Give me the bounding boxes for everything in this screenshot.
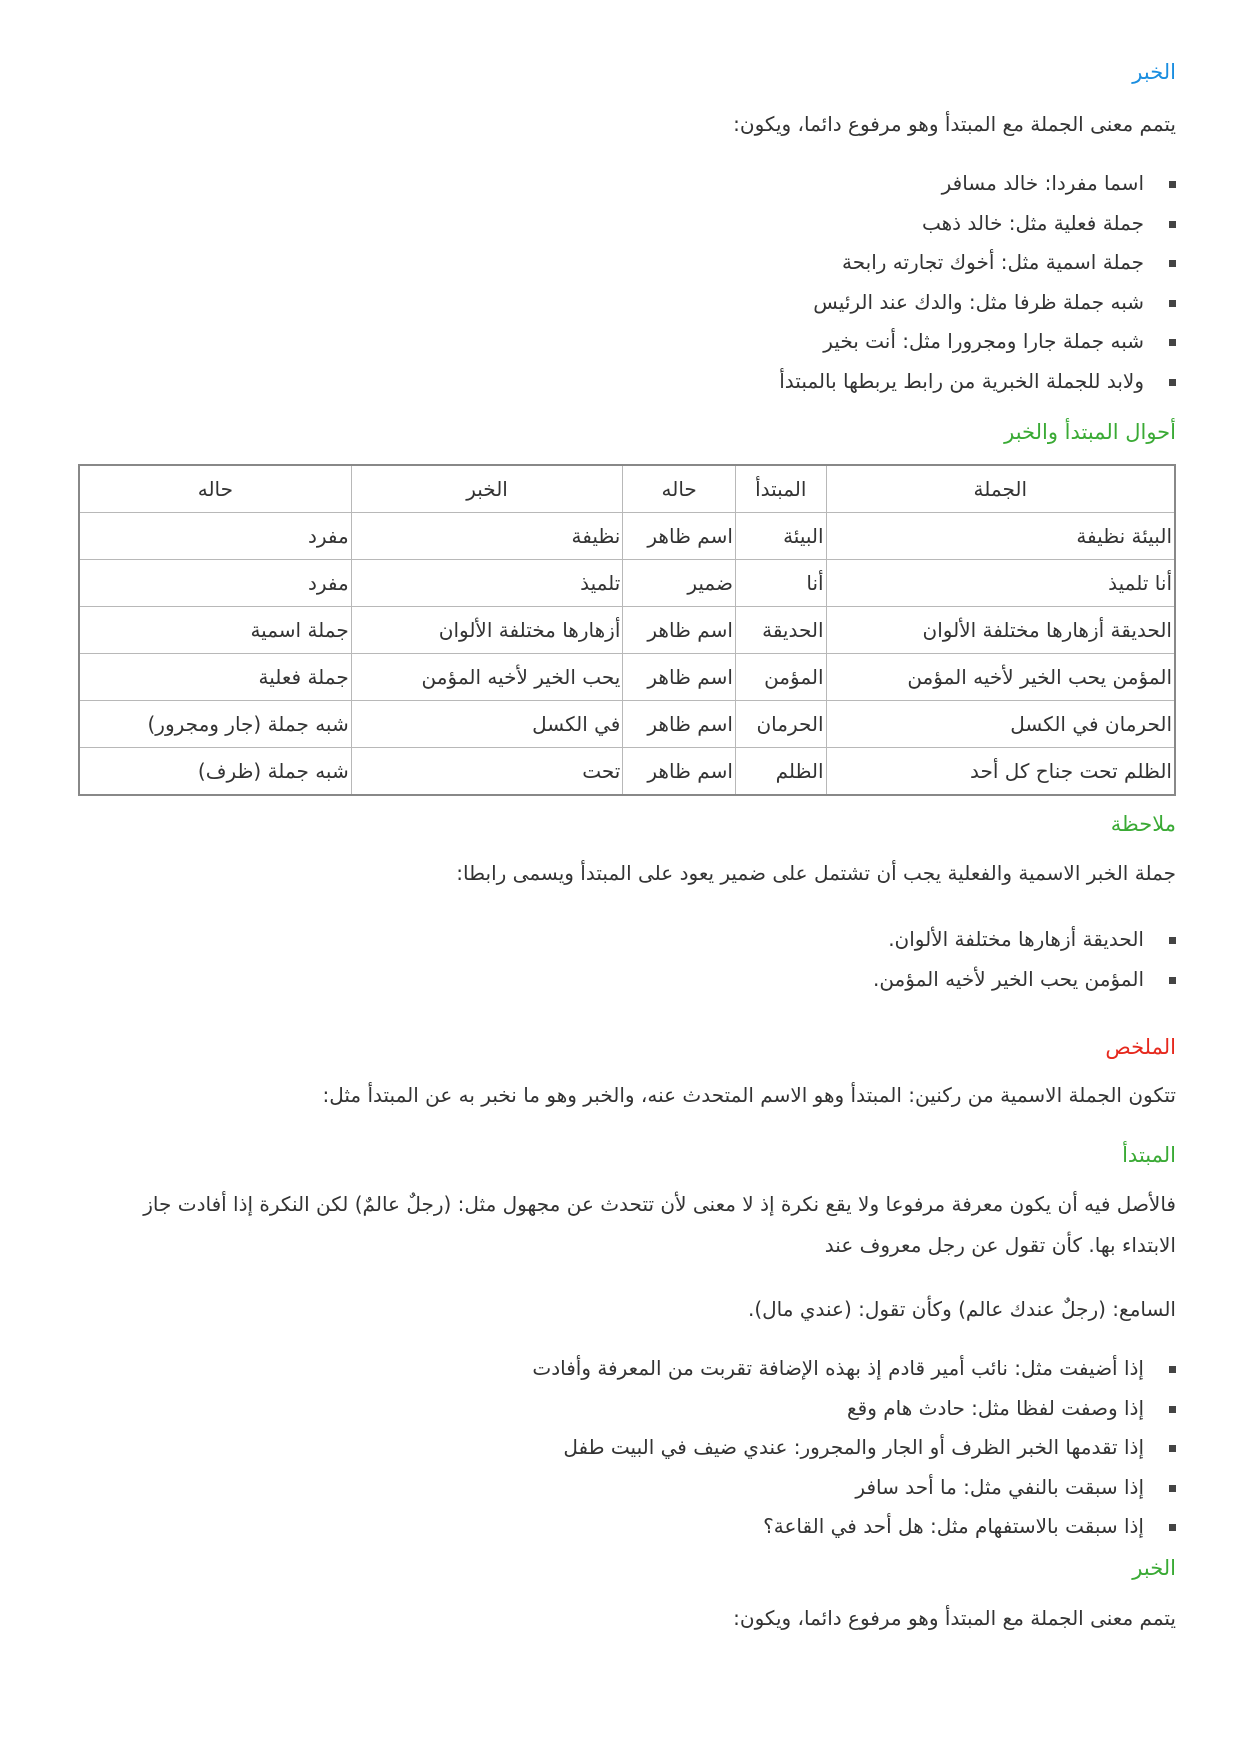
heading-note: ملاحظة xyxy=(1110,812,1176,836)
bullet-icon xyxy=(1169,339,1176,346)
cell-khabar-state: جملة فعلية xyxy=(79,654,351,701)
list-item: إذا سبقت بالنفي مثل: ما أحد سافر xyxy=(532,1468,1176,1508)
cell-khabar: يحب الخير لأخيه المؤمن xyxy=(351,654,623,701)
table-row xyxy=(79,701,1175,748)
khabar-types-list xyxy=(779,164,1176,401)
cell-khabar: نظيفة xyxy=(351,513,623,560)
list-item: إذا تقدمها الخبر الظرف أو الجار والمجرور: عندي ضيف في البيت طفل xyxy=(532,1428,1176,1468)
heading-conditions: أحوال المبتدأ والخبر xyxy=(1004,420,1176,444)
bullet-icon xyxy=(1169,1445,1176,1452)
table-row xyxy=(79,513,1175,560)
cell-sentence: البيئة نظيفة xyxy=(826,513,1175,560)
khabar-intro-2: يتمم معنى الجملة مع المبتدأ وهو مرفوع دائما، ويكون: xyxy=(733,1606,1176,1630)
table-header-row xyxy=(79,465,1175,513)
bullet-icon xyxy=(1169,379,1176,386)
cell-sentence: أنا تلميذ xyxy=(826,560,1175,607)
heading-mubtada: المبتدأ xyxy=(1122,1143,1176,1167)
list-item: شبه جملة جارا ومجرورا مثل: أنت بخير xyxy=(779,322,1176,362)
cell-khabar-state: شبه جملة (جار ومجرور) xyxy=(79,701,351,748)
list-item: إذا وصفت لفظا مثل: حادث هام وقع xyxy=(532,1389,1176,1429)
cell-khabar: أزهارها مختلفة الألوان xyxy=(351,607,623,654)
cell-mubtada-state: اسم ظاهر xyxy=(623,513,736,560)
table-row xyxy=(79,560,1175,607)
mubtada-para-line1: فالأصل فيه أن يكون معرفة مرفوعا ولا يقع نكرة إذ لا معنى لأن تتحدث عن مجهول مثل: (رجلٌ عالمٌ) لكن النكرة إذا أفادت جاز xyxy=(143,1192,1176,1216)
cell-sentence: الحديقة أزهارها مختلفة الألوان xyxy=(826,607,1175,654)
khabar-intro: يتمم معنى الجملة مع المبتدأ وهو مرفوع دائما، ويكون: xyxy=(733,112,1176,136)
bullet-icon xyxy=(1169,1366,1176,1373)
bullet-icon xyxy=(1169,181,1176,188)
bullet-icon xyxy=(1169,1524,1176,1531)
list-item: شبه جملة ظرفا مثل: والدك عند الرئيس xyxy=(779,283,1176,323)
cell-mubtada-state: اسم ظاهر xyxy=(623,607,736,654)
header-sentence: الجملة xyxy=(826,465,1175,513)
list-item: إذا سبقت بالاستفهام مثل: هل أحد في القاعة؟ xyxy=(532,1507,1176,1547)
header-mubtada: المبتدأ xyxy=(735,465,826,513)
bullet-icon xyxy=(1169,300,1176,307)
cell-khabar-state: شبه جملة (ظرف) xyxy=(79,748,351,796)
bullet-icon xyxy=(1169,221,1176,228)
cell-sentence: الظلم تحت جناح كل أحد xyxy=(826,748,1175,796)
cell-khabar: تحت xyxy=(351,748,623,796)
summary-text: تتكون الجملة الاسمية من ركنين: المبتدأ وهو الاسم المتحدث عنه، والخبر وهو ما نخبر به عن المبتدأ مثل: xyxy=(322,1083,1176,1107)
table-row xyxy=(79,607,1175,654)
cell-mubtada: البيئة xyxy=(735,513,826,560)
header-khabar-state: حاله xyxy=(79,465,351,513)
mubtada-para-line2: الابتداء بها. كأن تقول عن رجل معروف عند xyxy=(824,1233,1176,1257)
header-khabar: الخبر xyxy=(351,465,623,513)
list-item: الحديقة أزهارها مختلفة الألوان. xyxy=(873,920,1176,960)
heading-summary: الملخص xyxy=(1105,1035,1176,1059)
cell-khabar: في الكسل xyxy=(351,701,623,748)
cell-mubtada: الحرمان xyxy=(735,701,826,748)
cell-mubtada: المؤمن xyxy=(735,654,826,701)
cell-mubtada-state: اسم ظاهر xyxy=(623,748,736,796)
cell-sentence: الحرمان في الكسل xyxy=(826,701,1175,748)
bullet-icon xyxy=(1169,937,1176,944)
heading-khabar: الخبر xyxy=(1132,60,1176,84)
list-item: جملة اسمية مثل: أخوك تجارته رابحة xyxy=(779,243,1176,283)
cell-khabar: تلميذ xyxy=(351,560,623,607)
heading-khabar-2: الخبر xyxy=(1132,1556,1176,1580)
table-row xyxy=(79,654,1175,701)
list-item: المؤمن يحب الخير لأخيه المؤمن. xyxy=(873,960,1176,1000)
header-mubtada-state: حاله xyxy=(623,465,736,513)
list-item: ولابد للجملة الخبرية من رابط يربطها بالمبتدأ xyxy=(779,362,1176,402)
cell-khabar-state: جملة اسمية xyxy=(79,607,351,654)
cell-khabar-state: مفرد xyxy=(79,513,351,560)
cell-mubtada: الظلم xyxy=(735,748,826,796)
mubtada-conditions-list xyxy=(532,1349,1176,1547)
table-row xyxy=(79,748,1175,796)
note-examples-list xyxy=(873,920,1176,999)
cell-mubtada-state: اسم ظاهر xyxy=(623,654,736,701)
bullet-icon xyxy=(1169,977,1176,984)
cell-mubtada-state: اسم ظاهر xyxy=(623,701,736,748)
cell-khabar-state: مفرد xyxy=(79,560,351,607)
cell-sentence: المؤمن يحب الخير لأخيه المؤمن xyxy=(826,654,1175,701)
note-text: جملة الخبر الاسمية والفعلية يجب أن تشتمل على ضمير يعود على المبتدأ ويسمى رابطا: xyxy=(456,861,1176,885)
conditions-table xyxy=(78,464,1176,796)
list-item: جملة فعلية مثل: خالد ذهب xyxy=(779,204,1176,244)
list-item: إذا أضيفت مثل: نائب أمير قادم إذ بهذه الإضافة تقربت من المعرفة وأفادت xyxy=(532,1349,1176,1389)
list-item: اسما مفردا: خالد مسافر xyxy=(779,164,1176,204)
cell-mubtada: الحديقة xyxy=(735,607,826,654)
bullet-icon xyxy=(1169,1485,1176,1492)
bullet-icon xyxy=(1169,1406,1176,1413)
cell-mubtada: أنا xyxy=(735,560,826,607)
mubtada-para2: السامع: (رجلٌ عندك عالم) وكأن تقول: (عندي مال). xyxy=(747,1297,1176,1321)
cell-mubtada-state: ضمير xyxy=(623,560,736,607)
bullet-icon xyxy=(1169,260,1176,267)
